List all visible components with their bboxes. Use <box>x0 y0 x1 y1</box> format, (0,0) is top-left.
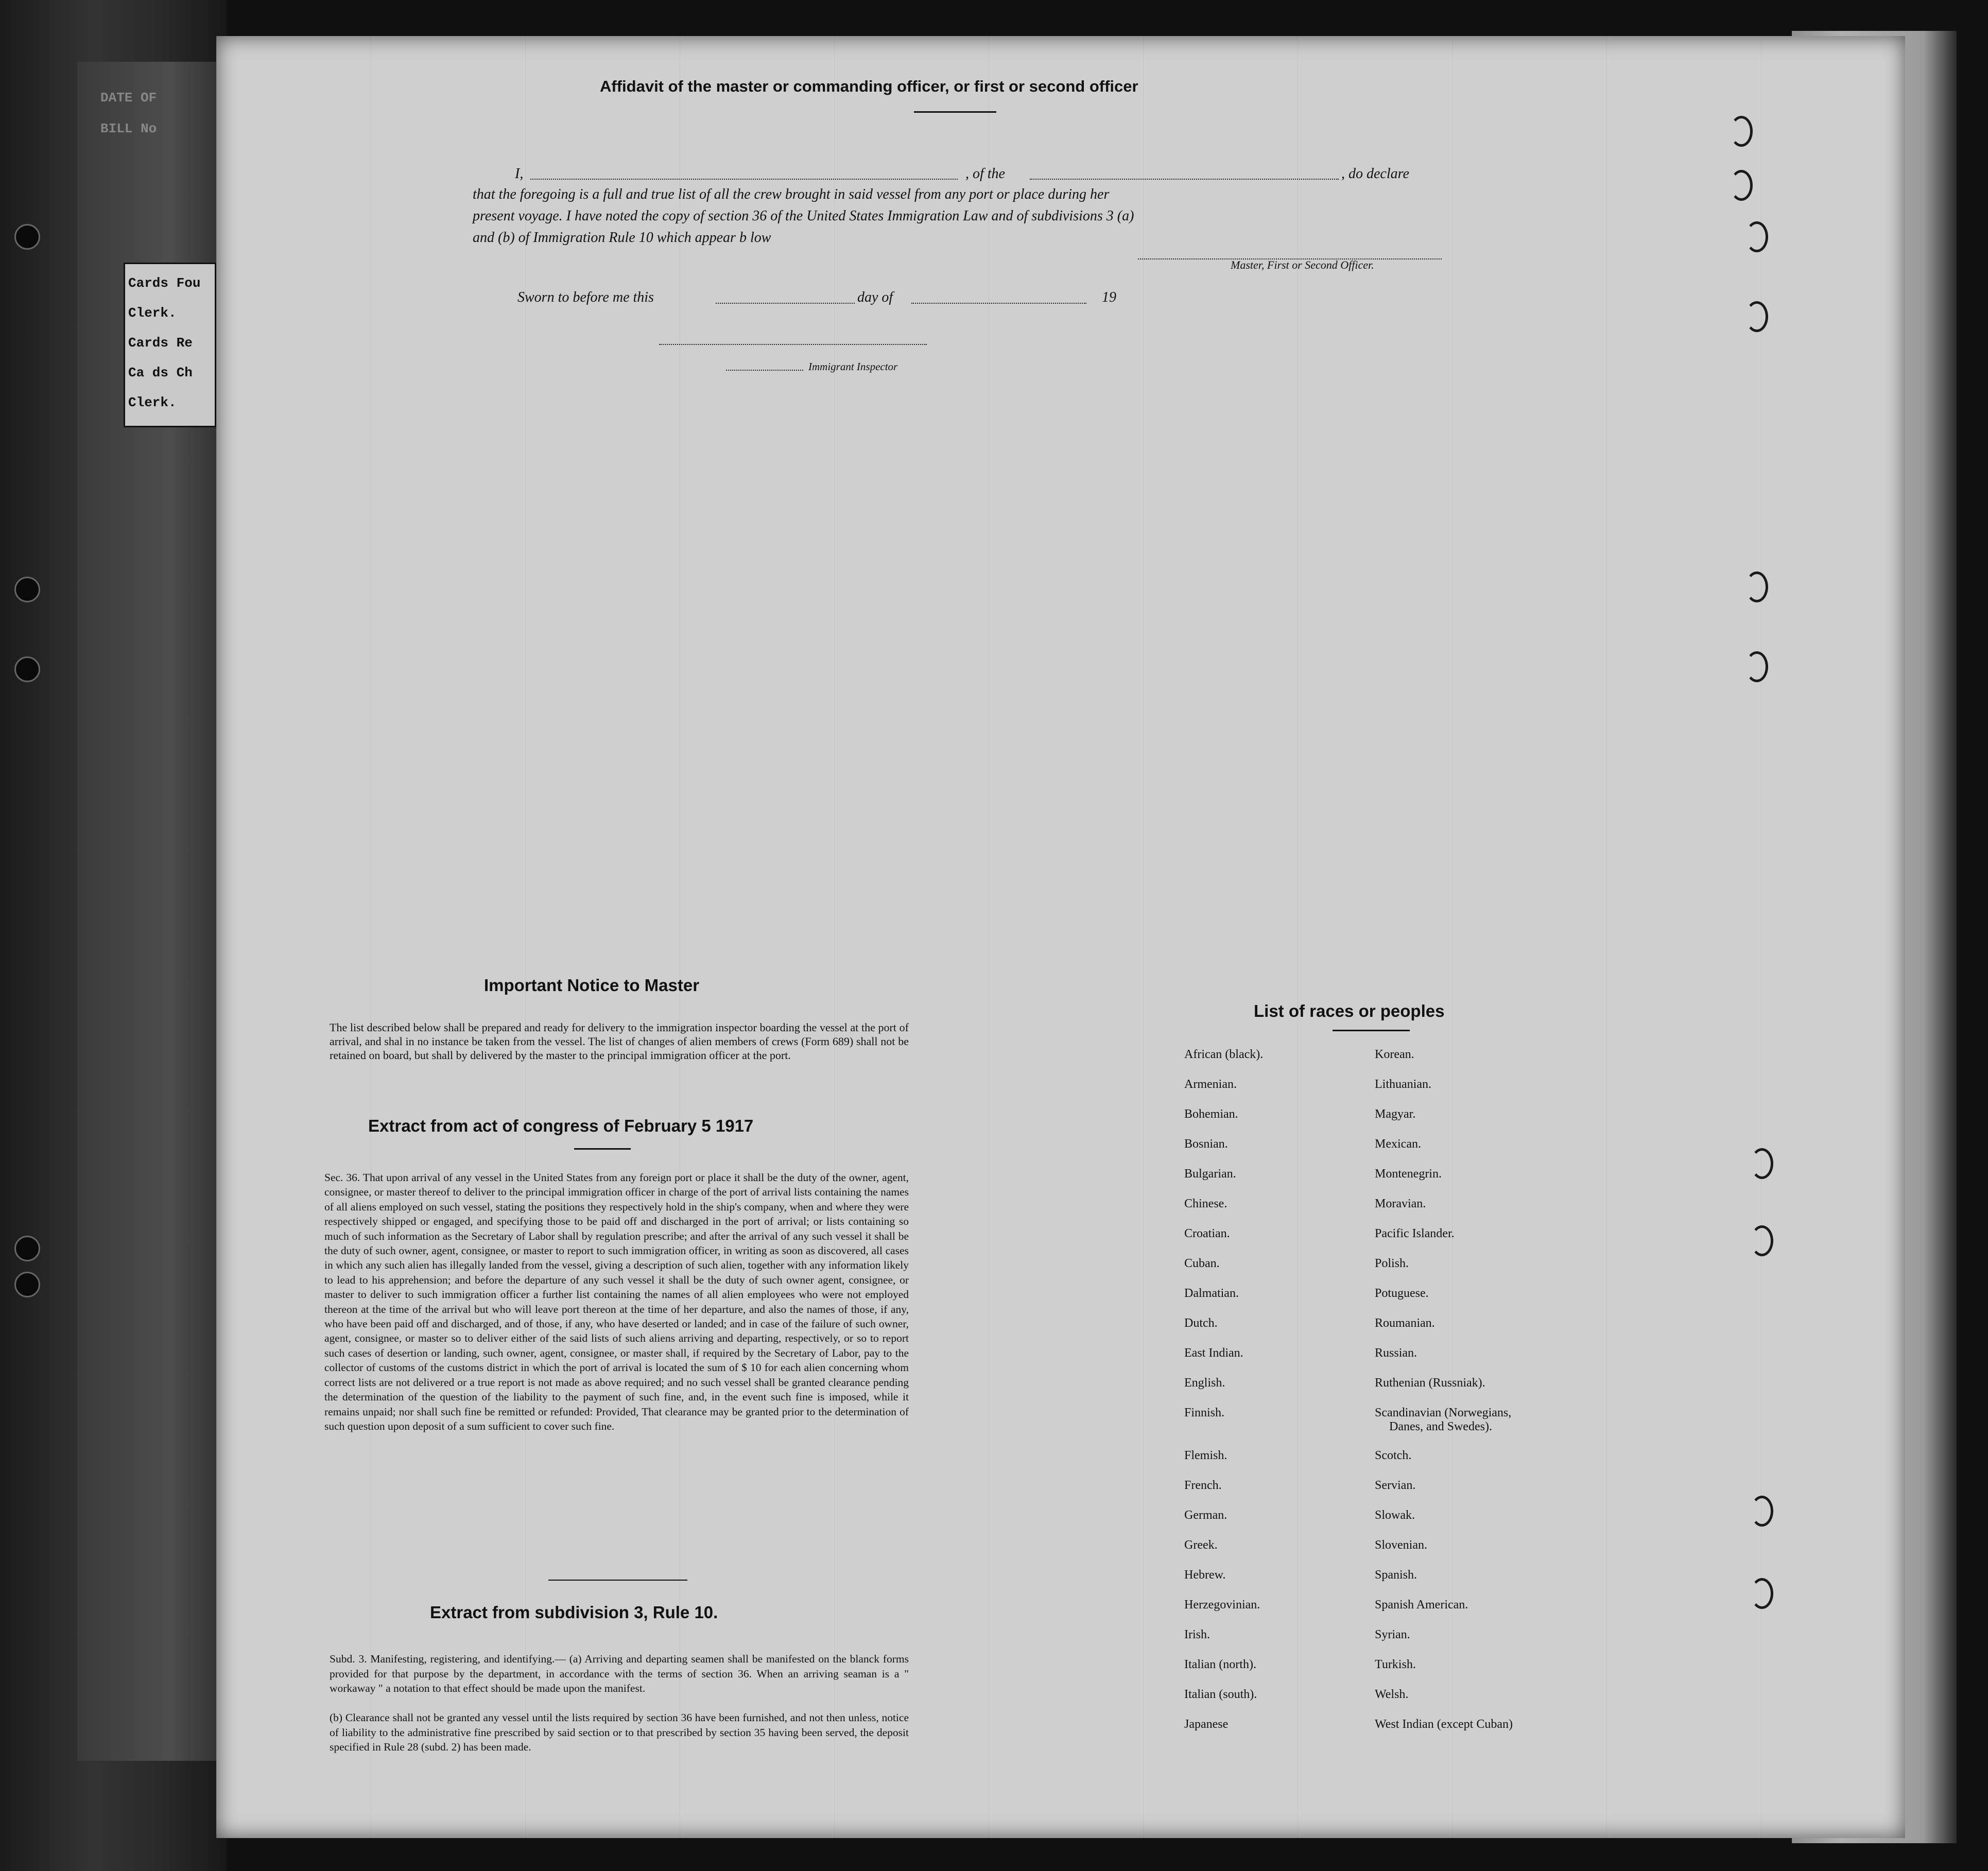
section-divider <box>548 1580 687 1581</box>
races-underline <box>1333 1030 1410 1031</box>
stamp-line: Ca ds Ch <box>128 365 193 380</box>
race-item: Pacific Islander. <box>1375 1227 1455 1240</box>
binder-hole <box>14 577 40 602</box>
stamp-line: Clerk. <box>128 305 177 321</box>
binder-hole <box>14 656 40 682</box>
subd-3a-text: Subd. 3. Manifesting, registering, and identifying.— (a) Arriving and departing seamen shall be manifested on the blanck forms provided for that purpose by the department, in accordance with the terms of section 36. When an arriving seaman is a " workaway " a notation to that effect should be made upon the manifest. <box>330 1653 909 1694</box>
binder-ring <box>1745 301 1768 332</box>
binder-hole <box>14 224 40 250</box>
affidavit-line-1c: , do declare <box>1341 166 1409 182</box>
extract-act-underline <box>574 1148 631 1150</box>
binder-hole <box>14 1236 40 1261</box>
race-item <box>1375 1398 1513 1441</box>
race-item: Roumanian. <box>1375 1316 1435 1330</box>
section-36-text: Sec. 36. That upon arrival of any vessel in the United States from any foreign port or place it shall be the duty of the owner, agent, consignee, or master thereof to deliver to the principal immigration officer in charge of the port of arrival lists containing the names of all aliens employed on such vessel, stating the positions they respectively hold in the ship's company, when and where they were respectively shipped or engaged, and specifying those to be paid off and discharged in the port of arrival; or lists containing so much of such information as the Secretary of Labor shall by regulation prescribe; and after the arrival of any such vessel it shall be the duty of such owner, agent, consignee, or master to report to such immigration officer, in writing as soon as discovered, all cases in which any such alien has illegally landed from the vessel, giving a description of such alien, together with any information likely to lead to his apprehension; and before the departure of any such vessel it shall be the duty of such owner agent, consignee, or master to deliver to such immigration officer a further list containing the names of all alien employees who were not employed thereon at the time of the arrival but who will leave port thereon at the time of her departure, and also the names of those, if any, who have been paid off and discharged, and of those, if any, who have deserted or landed; and in case of the failure of such owner, agent, consignee, or master so to deliver either of the said lists of such aliens arriving and departing, respectively, or so to report such cases of desertion or landing, such owner, agent, consignee, or master shall, if required by the Secretary of Labor, pay to the collector of customs of the customs district in which the port of arrival is located the sum of $ 10 for each alien concerning whom correct lists are not delivered or a true report is not made as above required; and no such vessel shall be granted clearance pending the determination of the question of the liability to the payment of such fine, and, in the event such fine is imposed, while it remains unpaid; nor shall such fine be remitted or refunded: Provided, That clearance may be granted prior to the determination of such question upon deposit of a sum sufficient to cover such fine. <box>324 1171 909 1432</box>
race-item: Italian (north). <box>1184 1658 1256 1671</box>
race-item: Ruthenian (Russniak). <box>1375 1376 1485 1390</box>
race-item: West Indian (except Cuban) <box>1375 1718 1513 1731</box>
race-item: Lithuanian. <box>1375 1078 1431 1091</box>
race-item: Cuban. <box>1184 1257 1220 1270</box>
race-item: Greek. <box>1184 1538 1218 1552</box>
affidavit-line-2: that the foregoing is a full and true list of all the crew brought in said vessel from any port or place during her <box>473 186 1110 202</box>
race-item: Croatian. <box>1184 1227 1230 1240</box>
race-item: Finnish. <box>1184 1406 1225 1419</box>
binder-ring <box>1751 1578 1773 1609</box>
race-item: Slovenian. <box>1375 1538 1427 1552</box>
subd-3b-text: (b) Clearance shall not be granted any vessel until the lists required by section 36 have been furnished, and not then unless, notice of liability to the administrative fine prescribed by said section or to that prescribed by section 35 having been served, the deposit specified in Rule 28 (subd. 2) has been made. <box>330 1711 909 1753</box>
binder-ring <box>1751 1496 1773 1527</box>
race-item: East Indian. <box>1184 1346 1243 1360</box>
race-item: Chinese. <box>1184 1197 1228 1210</box>
race-item: Spanish. <box>1375 1568 1417 1582</box>
stamp-line: Cards Re <box>128 335 193 351</box>
race-item-line: Danes, and Swedes). <box>1389 1420 1492 1433</box>
day-blank <box>716 303 855 304</box>
manifest-page <box>216 36 1905 1838</box>
inspector-line-1 <box>659 344 927 345</box>
notice-text: The list described below shall be prepared and ready for delivery to the immigration inspector boarding the vessel at the port of arrival, and shal in no instance be taken from the vessel. The list of changes of alien members of crews (Form 689) shall not be retained on board, but shall by delivered by the master to the principal immigration officer at the port. <box>330 1021 909 1062</box>
race-item: Dalmatian. <box>1184 1287 1239 1300</box>
binder-ring <box>1730 170 1753 201</box>
extract-rule-title: Extract from subdivision 3, Rule 10. <box>430 1603 718 1622</box>
race-item: Hebrew. <box>1184 1568 1226 1582</box>
race-item: African (black). <box>1184 1048 1264 1061</box>
inspector-line-2 <box>726 370 803 371</box>
binder-ring <box>1745 571 1768 602</box>
race-item: Polish. <box>1375 1257 1409 1270</box>
race-item: Japanese <box>1184 1718 1229 1731</box>
race-item: English. <box>1184 1376 1225 1390</box>
race-item: German. <box>1184 1509 1228 1522</box>
sworn-c: 19 <box>1102 289 1116 305</box>
binder-ring <box>1751 1225 1773 1256</box>
inspector-caption: Immigrant Inspector <box>808 360 898 373</box>
stamp-header-2: BILL No <box>100 121 157 136</box>
race-item: Mexican. <box>1375 1137 1421 1151</box>
race-item: Armenian. <box>1184 1078 1237 1091</box>
affidavit-title-underline <box>914 111 996 113</box>
signature-caption: Master, First or Second Officer. <box>1231 258 1374 271</box>
race-item: Scotch. <box>1375 1449 1412 1462</box>
binder-ring <box>1751 1148 1773 1179</box>
affidavit-title: Affidavit of the master or commanding officer, or first or second officer <box>600 77 1138 95</box>
races-column-1 <box>1184 1040 1263 1739</box>
race-item-line: Scandinavian (Norwegians, <box>1375 1406 1512 1419</box>
binder-ring <box>1730 116 1753 147</box>
races-title: List of races or peoples <box>1254 1001 1445 1020</box>
clerk-stamp <box>124 263 216 427</box>
affidavit-line-1a: I, <box>515 166 524 182</box>
race-item: Slowak. <box>1375 1509 1415 1522</box>
race-item: Herzegovinian. <box>1184 1598 1260 1612</box>
race-item: Russian. <box>1375 1346 1417 1360</box>
notice-title: Important Notice to Master <box>484 976 700 995</box>
sworn-a: Sworn to before me this <box>517 289 654 305</box>
races-column-2 <box>1375 1040 1513 1739</box>
race-item: Bulgarian. <box>1184 1167 1236 1181</box>
affidavit-line-4: and (b) of Immigration Rule 10 which appear b low <box>473 230 771 246</box>
race-item: Bosnian. <box>1184 1137 1228 1151</box>
race-item: Magyar. <box>1375 1107 1416 1121</box>
month-blank <box>911 303 1086 304</box>
race-item: Servian. <box>1375 1479 1416 1492</box>
race-item: Dutch. <box>1184 1316 1218 1330</box>
name-blank <box>530 179 958 180</box>
extract-act-title: Extract from act of congress of February 5 1917 <box>368 1116 754 1135</box>
race-item: Potuguese. <box>1375 1287 1429 1300</box>
race-item: Montenegrin. <box>1375 1167 1442 1181</box>
race-item: Moravian. <box>1375 1197 1426 1210</box>
race-item: Bohemian. <box>1184 1107 1238 1121</box>
race-item: Italian (south). <box>1184 1688 1257 1701</box>
race-item: Irish. <box>1184 1628 1210 1641</box>
race-item: Spanish American. <box>1375 1598 1468 1612</box>
affidavit-line-3: present voyage. I have noted the copy of section 36 of the United States Immigration Law and of subdivisions 3 (a) <box>473 208 1134 224</box>
binder-ring <box>1745 221 1768 252</box>
stamp-line: Cards Fou <box>128 275 201 291</box>
race-item: Turkish. <box>1375 1658 1416 1671</box>
sworn-b: day of <box>857 289 893 305</box>
vessel-blank <box>1030 179 1339 180</box>
binder-hole <box>14 1272 40 1297</box>
race-item: Korean. <box>1375 1048 1414 1061</box>
affidavit-line-1b: , of the <box>965 166 1005 182</box>
race-item: French. <box>1184 1479 1222 1492</box>
race-item: Syrian. <box>1375 1628 1410 1641</box>
stamp-header-1: DATE OF <box>100 90 157 106</box>
binder-ring <box>1745 651 1768 682</box>
race-item: Welsh. <box>1375 1688 1409 1701</box>
race-item: Flemish. <box>1184 1449 1228 1462</box>
stamp-line: Clerk. <box>128 395 177 410</box>
